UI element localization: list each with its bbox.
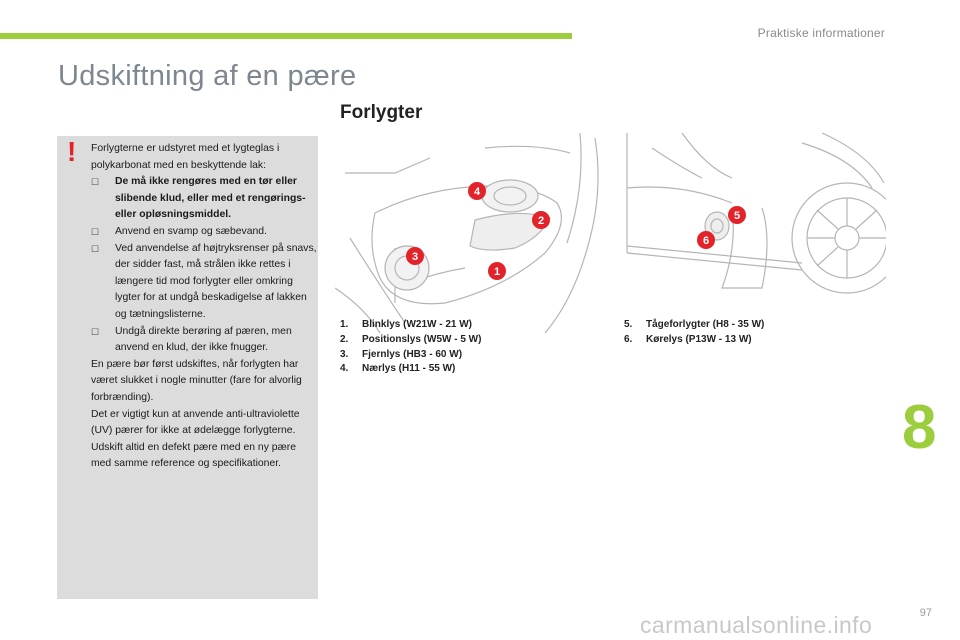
marker-label-1: 1 [493, 266, 501, 278]
checkbox-bullet-icon: ☐ [91, 243, 100, 254]
warning-paragraph: Det er vigtigt kun at anvende anti-ultraviolette (UV) pærer for ikke at ødelægge forlygterne. [91, 408, 300, 437]
sub-heading: Forlygter [340, 102, 423, 123]
warning-item [91, 241, 317, 324]
headlight-diagram [335, 128, 605, 338]
list-item-number: 2. [340, 333, 349, 345]
list-item-label: Kørelys (P13W - 13 W) [646, 333, 752, 345]
list-item-number: 6. [624, 333, 633, 345]
list-item-label: Blinklys (W21W - 21 W) [362, 319, 473, 330]
marker-label-6: 6 [702, 235, 710, 247]
foglight-diagram [622, 128, 886, 308]
warning-paragraph: En pære bør først udskiftes, når forlygten har været slukket i nogle minutter (fare for alvorlig forbrænding). [91, 358, 302, 403]
chapter-number: 8 [902, 393, 937, 462]
marker-label-2: 2 [537, 215, 545, 227]
warning-paragraph: Udskift altid en defekt pære med en ny pære med samme reference og specifikationer. [91, 441, 297, 470]
page-number: 97 [919, 607, 932, 619]
list-item-number: 5. [624, 319, 633, 330]
foglight-drawing [622, 128, 886, 308]
list-item-number: 1. [340, 319, 349, 330]
warning-item-text: Ved anvendelse af højtryksrenser på snavs, der sidder fast, må strålen ikke rettes i længere tid mod forlygter eller omkring lygter for at undgå beskadigelse af lakken og tætningslisterne. [115, 242, 317, 320]
list-item [340, 362, 481, 377]
watermark: carmanualsonline.info [640, 612, 873, 638]
warning-item [91, 224, 317, 241]
section-header: Praktiske informationer [757, 26, 885, 40]
list-item [340, 318, 481, 333]
page-title: Udskiftning af en pære [58, 60, 357, 92]
warning-item [91, 174, 317, 224]
list-item-label: Nærlys (H11 - 55 W) [362, 363, 456, 375]
list-item-label: Positionslys (W5W - 5 W) [362, 333, 482, 345]
warning-item-text: De må ikke rengøres med en tør eller slibende klud, eller med et rengørings- eller opløsningsmiddel. [115, 176, 306, 221]
checkbox-bullet-icon: ☐ [91, 226, 100, 237]
list-item [340, 333, 481, 348]
list-item [340, 348, 481, 363]
warning-item-text: Anvend en svamp og sæbevand. [115, 225, 267, 237]
warning-intro: Forlygterne er udstyret med et lygteglas i polykarbonat med en beskyttende lak: [91, 143, 280, 171]
list-item-label: Tågeforlygter (H8 - 35 W) [646, 319, 765, 330]
warning-item [91, 324, 317, 357]
bulb-list-right [624, 318, 764, 348]
exclamation-icon: ! [67, 136, 77, 167]
marker-label-5: 5 [733, 210, 741, 222]
marker-label-3: 3 [411, 251, 419, 263]
list-item-label: Fjernlys (HB3 - 60 W) [362, 348, 463, 360]
checkbox-bullet-icon: ☐ [91, 326, 100, 337]
list-item [624, 333, 764, 348]
warning-text [91, 141, 317, 473]
warning-item-text: Undgå direkte berøring af pæren, men anvend en klud, der ikke fnugger. [115, 325, 292, 354]
section-color-bar [0, 33, 572, 39]
list-item [624, 318, 764, 333]
list-item-number: 4. [340, 363, 349, 375]
headlight-drawing [335, 128, 605, 338]
bulb-list-left [340, 318, 481, 377]
list-item-number: 3. [340, 348, 349, 360]
marker-label-4: 4 [473, 186, 481, 198]
warning-box [57, 136, 318, 599]
checkbox-bullet-icon: ☐ [91, 177, 100, 188]
